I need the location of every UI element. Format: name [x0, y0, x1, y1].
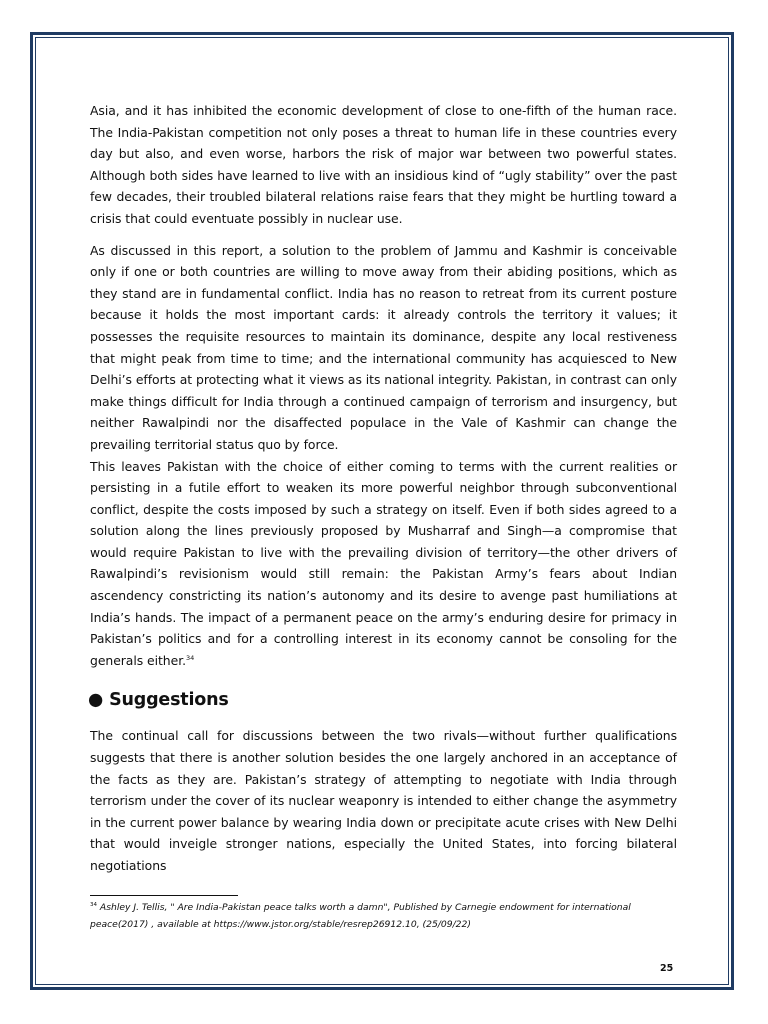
section-heading-text: Suggestions — [109, 690, 229, 711]
body-paragraph-3 — [90, 456, 677, 672]
body-paragraph-2: As discussed in this report, a solution to the problem of Jammu and Kashmir is conceivable only if one or both countries are willing to move away from their abiding positions, which as they stand are in fundamental conflict. India has no reason to retreat from its current posture because it holds the most important cards: it already controls the territory it values; it possesses the requisite resources to maintain its dominance, despite any local restiveness that might peak from time to time; and the international community has acquiesced to New Delhi’s efforts at protecting what it views as its national integrity. Pakistan, in contrast can only make things difficult for India through a continued campaign of terrorism and insurgency, but neither Rawalpindi nor the disaffected populace in the Vale of Kashmir can change the prevailing territorial status quo by force. — [90, 242, 677, 452]
footnote-separator — [90, 895, 238, 896]
body-paragraph-1: Asia, and it has inhibited the economic development of close to one-fifth of the human race. The India-Pakistan competition not only poses a threat to human life in these countries every day but also, and even worse, harbors the risk of major war between two powerful states. Although both sides have learned to live with an insidious kind of “ugly stability” over the past few decades, their troubled bilateral relations raise fears that they might be hurtling toward a crisis that could eventuate possibly in nuclear use. — [90, 103, 677, 226]
body-paragraph-3-text: This leaves Pakistan with the choice of either coming to terms with the current realities or persisting in a futile effort to weaken its more powerful neighbor through subconventional conflict, despite the costs imposed by such a strategy on itself. Even if both sides agreed to a solution along the lines previously proposed by Musharraf and Singh—a compromise that would require Pakistan to live with the prevailing division of territory—the other drivers of Rawalpindi’s revisionism would still remain: the Pakistan Army’s fears about Indian ascendency constricting its nation’s autonomy and its desire to avenge past humiliations at India’s hands. The impact of a permanent peace on the army’s enduring desire for primacy in Pakistan’s politics and for a controlling interest in its economy cannot be consoling for the generals either. — [90, 458, 677, 668]
footnote-marker: 34 — [90, 902, 97, 908]
section-heading — [88, 685, 677, 715]
footnote-reference[interactable]: 34 — [185, 653, 195, 662]
footnote — [90, 899, 677, 933]
footnote-text: Ashley J. Tellis, " Are India-Pakistan peace talks worth a damn", Published by Carnegie endowment for international peace(2017) , available at https://www.jstor.org/stable/resrep26912.10, (25/09/22) — [90, 902, 631, 930]
suggestions-paragraph: The continual call for discussions between the two rivals—without further qualifications suggests that there is another solution besides the one largely anchored in an acceptance of the facts as they are. Pakistan’s strategy of attempting to negotiate with India through terrorism under the cover of its nuclear weaponry is intended to either change the asymmetry in the current power balance by wearing India down or precipitate acute crises with New Delhi that would inveigle stronger nations, especially the United States, into forcing bilateral negotiations — [90, 728, 677, 873]
page-number: 25 — [660, 963, 674, 974]
bullet-icon: ● — [88, 690, 104, 711]
page-body — [90, 100, 677, 887]
